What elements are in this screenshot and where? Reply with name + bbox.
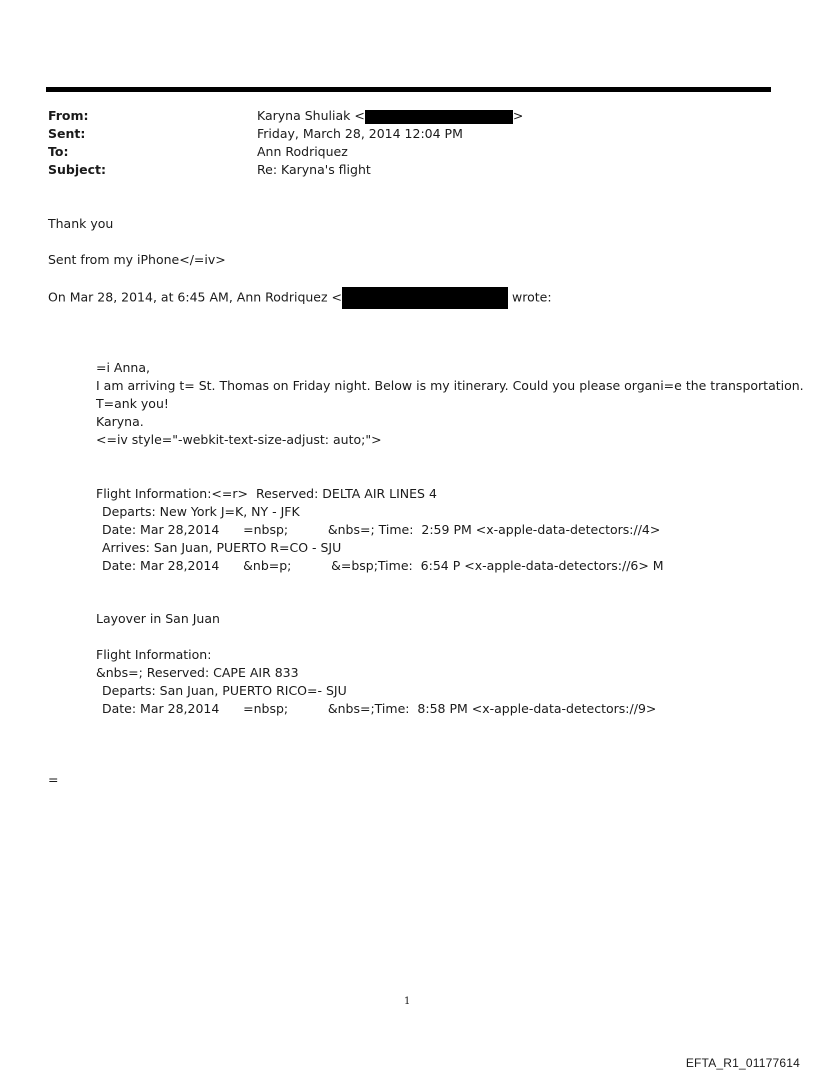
- signature-text: Sent from my iPhone</=iv>: [48, 252, 226, 267]
- sent-label: Sent:: [48, 126, 86, 141]
- trailing-equals: =: [48, 772, 59, 787]
- flight1-arrives: Arrives: San Juan, PUERTO R=CO - SJU: [102, 540, 342, 555]
- from-label: From:: [48, 108, 89, 123]
- from-value: [257, 107, 523, 125]
- quoted-line1: I am arriving t= St. Thomas on Friday night. Below is my itinerary. Could you please organi=e the transportation.: [96, 378, 804, 393]
- quote-intro-end: wrote:: [508, 289, 552, 305]
- from-name: Karyna Shuliak <: [257, 108, 365, 123]
- to-label: To:: [48, 144, 69, 159]
- redaction-box: [365, 110, 513, 124]
- quoted-line4: <=iv style="-webkit-text-size-adjust: auto;">: [96, 432, 382, 447]
- quote-intro-start: On Mar 28, 2014, at 6:45 AM, Ann Rodriquez <: [48, 289, 343, 305]
- subject-label: Subject:: [48, 162, 106, 177]
- redaction-box: [342, 287, 508, 309]
- flight1-info: Flight Information:<=r> Reserved: DELTA AIR LINES 4: [96, 486, 437, 501]
- flight2-info: Flight Information:: [96, 647, 212, 662]
- document-id: EFTA_R1_01177614: [685, 1056, 800, 1070]
- subject-value: Re: Karyna's flight: [257, 162, 371, 177]
- quoted-greeting: =i Anna,: [96, 360, 150, 375]
- flight1-date2: Date: Mar 28,2014 &nb=p; &=bsp;Time: 6:54 P <x-apple-data-detectors://6> M: [102, 558, 664, 573]
- from-close: >: [512, 108, 524, 123]
- flight2-date: Date: Mar 28,2014 =nbsp; &nbs=;Time: 8:58 PM <x-apple-data-detectors://9>: [102, 701, 657, 716]
- layover-text: Layover in San Juan: [96, 611, 220, 626]
- flight2-reserved: &nbs=; Reserved: CAPE AIR 833: [96, 665, 299, 680]
- flight2-departs: Departs: San Juan, PUERTO RICO=- SJU: [102, 683, 347, 698]
- quoted-line3: Karyna.: [96, 414, 144, 429]
- thanks-text: Thank you: [48, 216, 114, 231]
- page-number: 1: [404, 996, 411, 1007]
- sent-value: Friday, March 28, 2014 12:04 PM: [257, 126, 463, 141]
- top-rule: [46, 87, 771, 92]
- flight1-date1: Date: Mar 28,2014 =nbsp; &nbs=; Time: 2:59 PM <x-apple-data-detectors://4>: [102, 522, 661, 537]
- flight1-departs: Departs: New York J=K, NY - JFK: [102, 504, 300, 519]
- quoted-line2: T=ank you!: [96, 396, 169, 411]
- to-value: Ann Rodriquez: [257, 144, 348, 159]
- quote-intro: [48, 287, 552, 309]
